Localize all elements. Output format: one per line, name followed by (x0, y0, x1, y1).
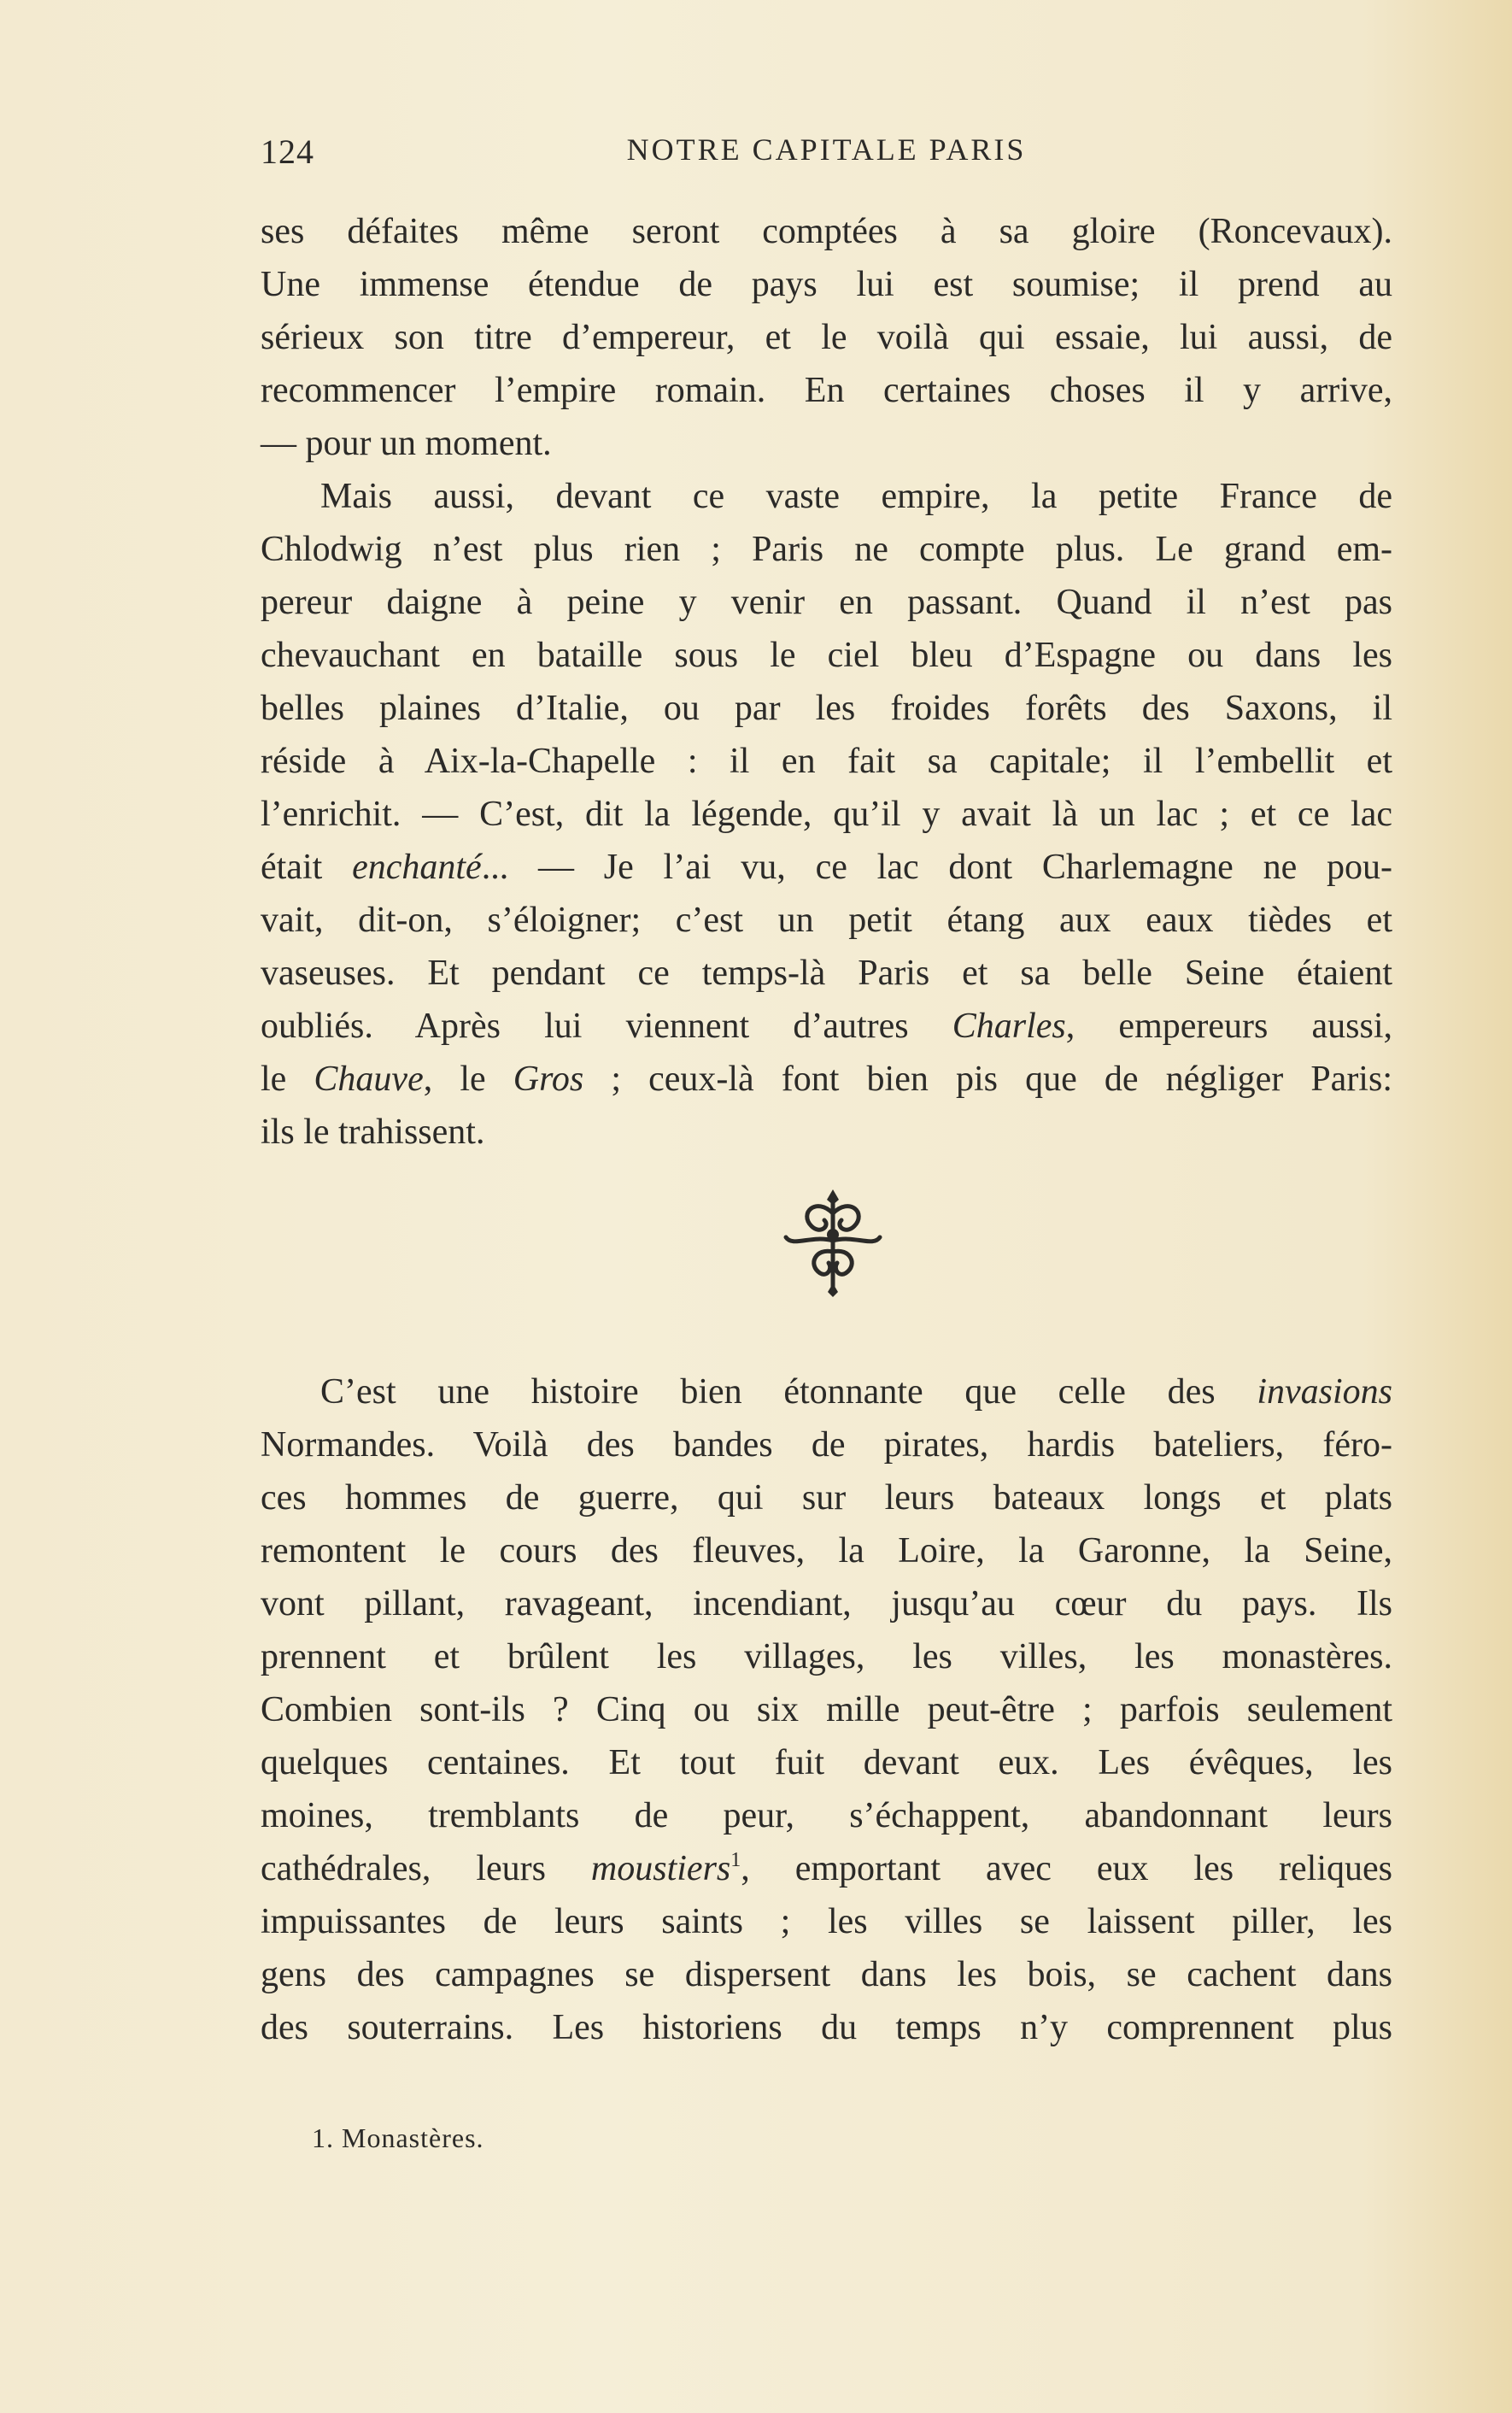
text-line: réside à Aix-la-Chapelle : il en fait sa capitale; il l’embellit et (261, 742, 1392, 781)
text-fragment: , le (423, 1060, 513, 1099)
text-line (261, 841, 1392, 894)
fleuron-icon (777, 1188, 888, 1299)
text-line: des souterrains. Les historiens du temps n’y comprennent plus (261, 2008, 1392, 2047)
text-line (261, 1842, 1392, 1895)
text-fragment: oubliés. Après lui viennent d’autres (261, 1007, 952, 1046)
text-fragment: cathédrales, leurs (261, 1849, 591, 1888)
text-fragment: C’est une histoire bien étonnante que celle des (320, 1372, 1257, 1412)
text-line: sérieux son titre d’empereur, et le voilà qui essaie, lui aussi, de (261, 318, 1392, 357)
italic-text: Gros (513, 1060, 584, 1099)
text-line: vaseuses. Et pendant ce temps-là Paris et sa belle Seine étaient (261, 954, 1392, 993)
footnote-text: Monastères. (342, 2122, 484, 2153)
italic-text: moustiers (590, 1849, 731, 1888)
text-fragment: était (261, 848, 353, 887)
italic-text: Chauve (314, 1060, 424, 1099)
text-line: Chlodwig n’est plus rien ; Paris ne compte plus. Le grand em- (261, 530, 1392, 569)
running-head: NOTRE CAPITALE PARIS (626, 132, 1027, 167)
italic-text: Charles (952, 1007, 1066, 1046)
text-line: vont pillant, ravageant, incendiant, jusqu’au cœur du pays. Ils (261, 1584, 1392, 1623)
text-line: Mais aussi, devant ce vaste empire, la petite France de (320, 477, 1392, 516)
text-line: Combien sont-ils ? Cinq ou six mille peut-être ; parfois seulement (261, 1690, 1392, 1729)
footnote-reference[interactable]: 1 (730, 1849, 741, 1871)
text-section-2 (261, 1365, 1392, 2054)
text-line: impuissantes de leurs saints ; les villes se laissent piller, les (261, 1902, 1392, 1941)
text-line: moines, tremblants de peur, s’échappent, abandonnant leurs (261, 1796, 1392, 1835)
text-fragment: ... — Je l’ai vu, ce lac dont Charlemagne ne pou- (481, 848, 1393, 887)
text-line: vait, dit-on, s’éloigner; c’est un petit étang aux eaux tièdes et (261, 901, 1392, 940)
text-line: gens des campagnes se dispersent dans les bois, se cachent dans (261, 1955, 1392, 1994)
text-line (261, 1365, 1392, 1418)
text-fragment: ; ceux-là font bien pis que de négliger Paris: (583, 1060, 1392, 1099)
text-line: belles plaines d’Italie, ou par les froides forêts des Saxons, il (261, 689, 1392, 728)
text-line: quelques centaines. Et tout fuit devant eux. Les évêques, les (261, 1743, 1392, 1782)
text-line: Normandes. Voilà des bandes de pirates, hardis bateliers, féro- (261, 1425, 1392, 1465)
text-line: recommencer l’empire romain. En certaines choses il y arrive, (261, 371, 1392, 410)
italic-text: enchanté (352, 848, 482, 887)
text-fragment: le (261, 1060, 314, 1099)
text-fragment: , empereurs aussi, (1065, 1007, 1392, 1046)
text-line: ses défaites même seront comptées à sa gloire (Roncevaux). (261, 212, 1392, 251)
text-line: remontent le cours des fleuves, la Loire, la Garonne, la Seine, (261, 1531, 1392, 1571)
text-line (261, 1000, 1392, 1053)
page-number: 124 (261, 132, 314, 171)
text-fragment: , emportant avec eux les reliques (741, 1849, 1392, 1888)
text-line: ils le trahissent. (261, 1113, 485, 1152)
text-line: l’enrichit. — C’est, dit la légende, qu’il y avait là un lac ; et ce lac (261, 795, 1392, 834)
footnote-number: 1. (312, 2122, 334, 2153)
italic-text: invasions (1257, 1372, 1392, 1412)
text-line: prennent et brûlent les villages, les villes, les monastères. (261, 1637, 1392, 1676)
text-line (261, 1053, 1392, 1106)
text-line: ces hommes de guerre, qui sur leurs bateaux longs et plats (261, 1478, 1392, 1518)
text-line: pereur daigne à peine y venir en passant. Quand il n’est pas (261, 583, 1392, 622)
text-line: Une immense étendue de pays lui est soumise; il prend au (261, 265, 1392, 304)
text-section-1 (261, 205, 1392, 1159)
text-line: chevauchant en bataille sous le ciel bleu d’Espagne ou dans les (261, 636, 1392, 675)
page-header (261, 132, 1392, 183)
text-line: — pour un moment. (261, 424, 552, 463)
footnote (312, 2122, 484, 2154)
